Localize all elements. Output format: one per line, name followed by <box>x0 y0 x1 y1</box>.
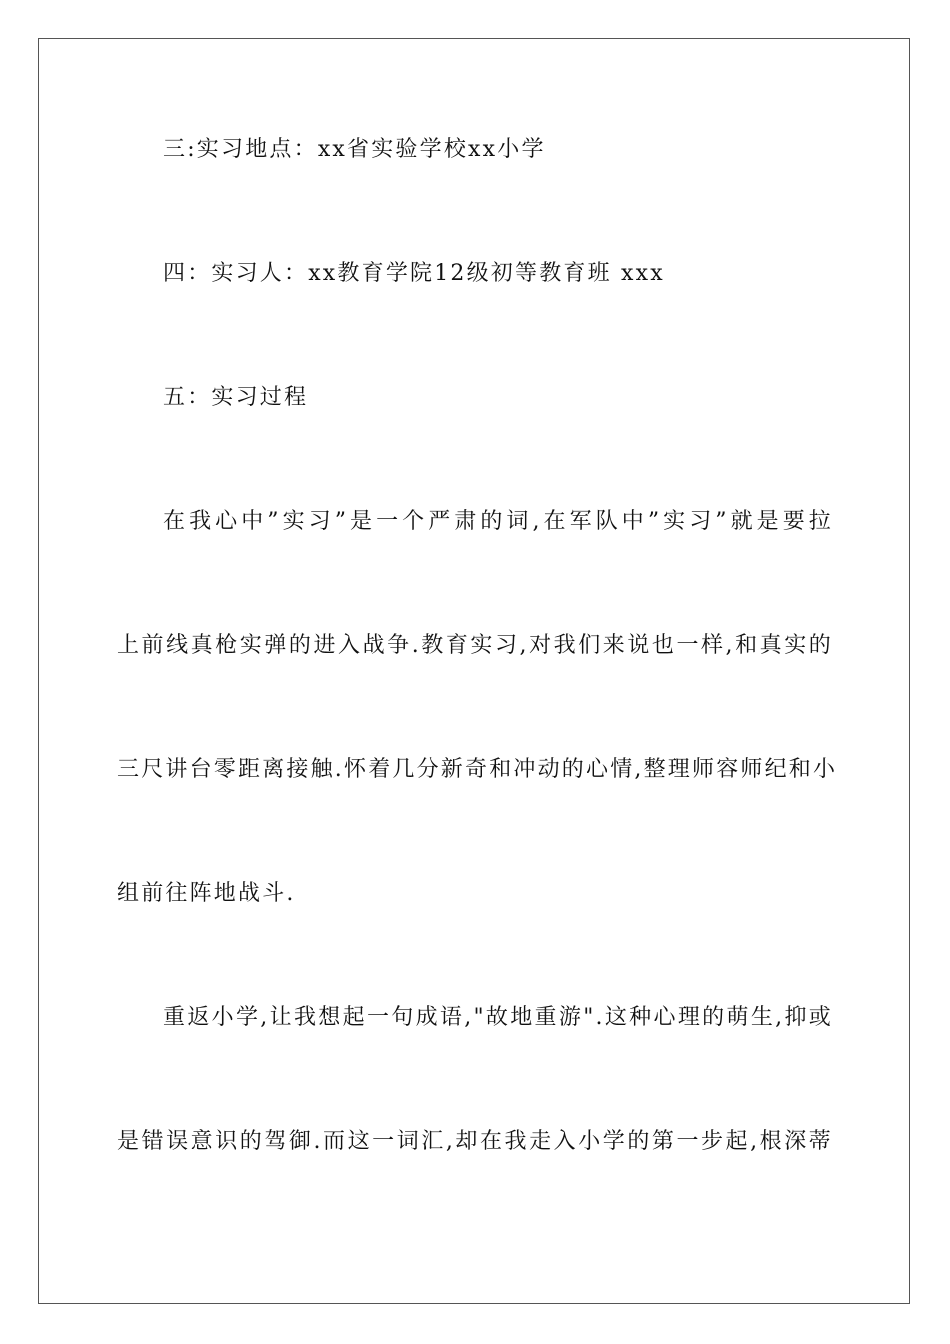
paragraph-2-line-2: 是错误意识的驾御.而这一词汇,却在我走入小学的第一步起,根深蒂 <box>117 1129 833 1154</box>
heading-location: 三:实习地点：xx省实验学校xx小学 <box>163 137 546 162</box>
paragraph-1-line-3: 三尺讲台零距离接触.怀着几分新奇和冲动的心情,整理师容师纪和小 <box>117 757 838 782</box>
heading-process: 五：实习过程 <box>163 385 309 410</box>
paragraph-2-line-1: 重返小学,让我想起一句成语,"故地重游".这种心理的萌生,抑或 <box>163 1005 833 1030</box>
heading-intern: 四：实习人：xx教育学院12级初等教育班 xxx <box>163 261 665 286</box>
paragraph-1-line-1: 在我心中”实习”是一个严肃的词,在军队中”实习”就是要拉 <box>163 509 833 534</box>
paragraph-1-line-4: 组前往阵地战斗. <box>117 881 296 906</box>
page-border <box>38 38 910 1304</box>
paragraph-1-line-2: 上前线真枪实弹的进入战争.教育实习,对我们来说也一样,和真实的 <box>117 633 833 658</box>
